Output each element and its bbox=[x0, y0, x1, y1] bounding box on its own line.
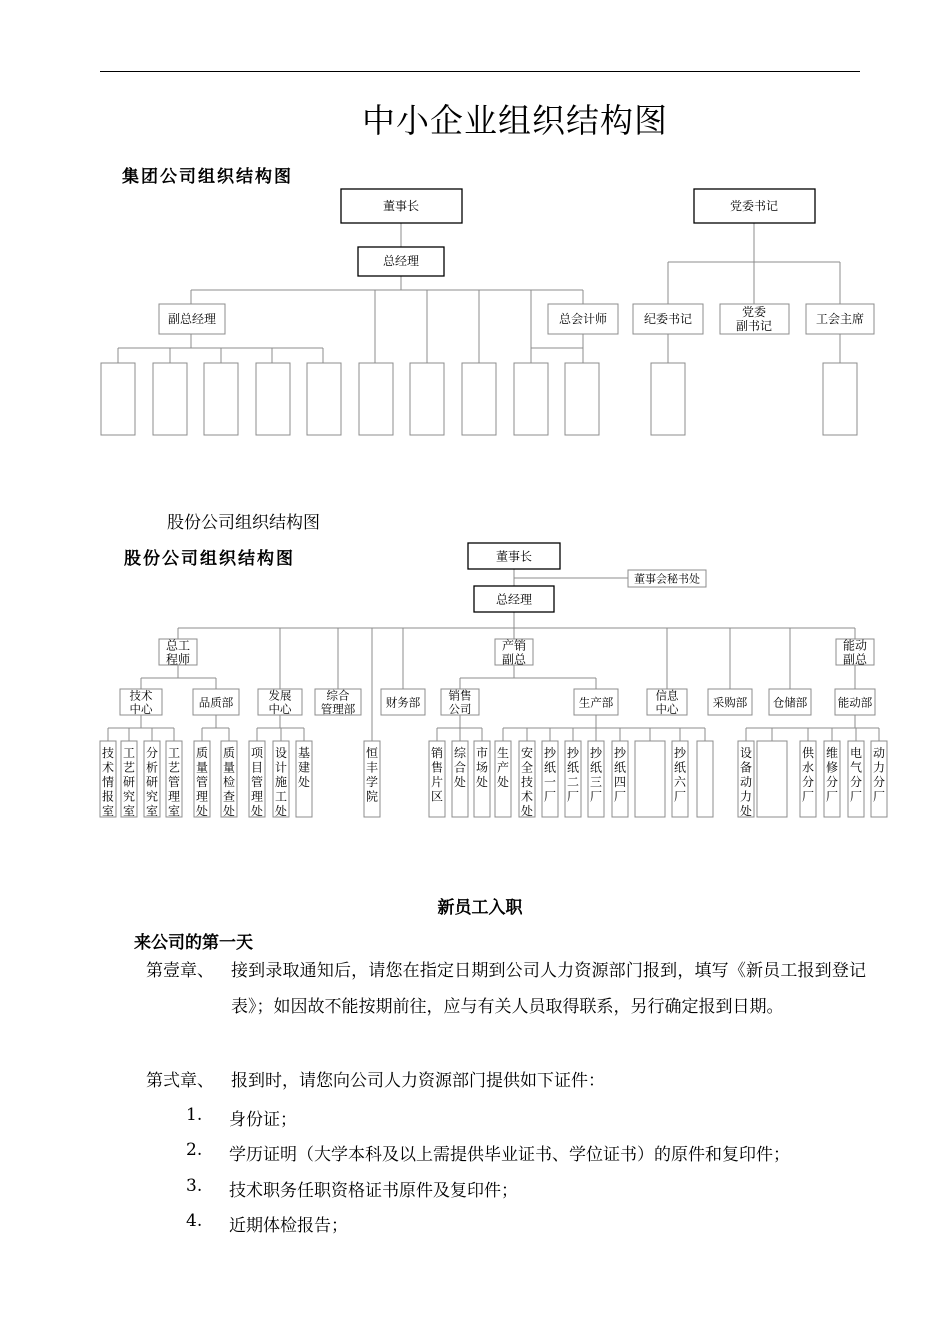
unit-label: 气 bbox=[849, 760, 863, 775]
unit-label: 分 bbox=[825, 775, 839, 789]
unit-label: 基 bbox=[297, 746, 311, 760]
vp-label: 总工 bbox=[165, 638, 191, 653]
unit-label: 研 bbox=[122, 775, 136, 789]
unit-label: 处 bbox=[222, 804, 236, 818]
dept-box bbox=[462, 363, 496, 435]
unit-label: 分 bbox=[872, 775, 886, 789]
department-label: 管理部 bbox=[320, 702, 356, 717]
unit-label: 处 bbox=[250, 804, 264, 818]
dept-box bbox=[307, 363, 341, 435]
unit-label: 抄 bbox=[589, 746, 603, 760]
department-label: 综合 bbox=[326, 688, 350, 703]
share-chairman-label: 董事长 bbox=[495, 549, 533, 564]
share-chart-heading: 股份公司组织结构图 bbox=[124, 549, 295, 569]
unit-label: 纸 bbox=[613, 760, 627, 775]
unit-label: 六 bbox=[673, 775, 687, 789]
department-label: 能动部 bbox=[837, 695, 873, 710]
party-secretary-label: 党委书记 bbox=[729, 199, 779, 213]
unit-label: 恒 bbox=[365, 746, 379, 760]
unit-label: 工 bbox=[274, 789, 288, 804]
unit-label: 目 bbox=[250, 760, 264, 775]
department-label: 生产部 bbox=[578, 695, 614, 710]
unit-label: 备 bbox=[739, 760, 753, 775]
deputy-gm-label: 副总经理 bbox=[167, 312, 217, 326]
top-rule bbox=[100, 71, 860, 72]
chapter-2 bbox=[146, 1063, 866, 1099]
unit-label: 术 bbox=[101, 760, 115, 775]
unit-label: 厂 bbox=[673, 789, 687, 804]
unit-label: 维 bbox=[825, 746, 839, 760]
unit-label: 理 bbox=[250, 789, 264, 804]
unit-label: 综 bbox=[453, 746, 467, 760]
unit-label: 分 bbox=[849, 775, 863, 789]
chapter-1-label: 第壹章、 bbox=[146, 961, 214, 981]
department-label: 品质部 bbox=[198, 695, 234, 710]
unit-label: 销 bbox=[430, 746, 444, 760]
unit-label: 处 bbox=[297, 775, 311, 789]
unit-label: 质 bbox=[195, 746, 209, 760]
unit-label: 力 bbox=[872, 760, 886, 775]
unit-label: 抄 bbox=[673, 746, 687, 760]
document-title: 中小企业组织结构图 bbox=[362, 101, 668, 140]
share-org-chart bbox=[0, 535, 950, 835]
dept-box bbox=[410, 363, 444, 435]
unit-label: 区 bbox=[430, 789, 444, 804]
department-label: 技术 bbox=[129, 688, 153, 703]
unit-box bbox=[697, 741, 713, 817]
unit-label: 纸 bbox=[589, 760, 603, 775]
dept-box bbox=[514, 363, 548, 435]
unit-label: 设 bbox=[274, 746, 288, 760]
unit-label: 处 bbox=[475, 775, 489, 789]
unit-label: 产 bbox=[496, 760, 510, 775]
chief-accountant-label: 总会计师 bbox=[558, 312, 608, 326]
unit-label: 工 bbox=[122, 746, 136, 760]
chapter-1-text: 接到录取通知后，请您在指定日期到公司人力资源部门报到，填写《新员工报到登记表》；如因故不能按期前往，应与有关人员取得联系，另行确定报到日期。 bbox=[231, 961, 866, 1017]
unit-label: 厂 bbox=[801, 789, 815, 804]
unit-label: 室 bbox=[167, 804, 181, 818]
unit-label: 动 bbox=[872, 746, 886, 760]
unit-label: 安 bbox=[520, 746, 534, 760]
dept-box bbox=[101, 363, 135, 435]
unit-label: 力 bbox=[739, 789, 753, 804]
department-label: 中心 bbox=[129, 702, 153, 717]
unit-label: 抄 bbox=[613, 746, 627, 760]
unit-label: 场 bbox=[475, 760, 489, 775]
unit-label: 处 bbox=[453, 775, 467, 789]
unit-label: 分 bbox=[145, 746, 159, 760]
unit-label: 理 bbox=[167, 789, 181, 804]
group-chart-heading: 集团公司组织结构图 bbox=[122, 167, 293, 187]
unit-label: 技 bbox=[520, 775, 534, 789]
dept-box bbox=[823, 363, 857, 435]
unit-label: 厂 bbox=[543, 789, 557, 804]
unit-label: 院 bbox=[365, 789, 379, 804]
vp-label: 副总 bbox=[842, 652, 868, 667]
onboarding-title: 新员工入职 bbox=[437, 898, 523, 918]
unit-label: 研 bbox=[145, 775, 159, 789]
group-org-chart bbox=[0, 180, 950, 480]
unit-label: 修 bbox=[825, 760, 839, 775]
unit-label: 厂 bbox=[566, 789, 580, 804]
unit-label: 处 bbox=[520, 804, 534, 818]
unit-label: 情 bbox=[101, 775, 115, 789]
chapter-2-label: 第弍章、 bbox=[146, 1071, 214, 1091]
unit-label: 工 bbox=[167, 746, 181, 760]
unit-label: 抄 bbox=[543, 746, 557, 760]
unit-label: 厂 bbox=[825, 789, 839, 804]
department-label: 采购部 bbox=[712, 695, 748, 710]
onboarding-subtitle: 来公司的第一天 bbox=[134, 933, 253, 953]
unit-label: 析 bbox=[145, 760, 159, 775]
unit-label: 纸 bbox=[543, 760, 557, 775]
department-label: 公司 bbox=[448, 702, 472, 717]
department-label: 中心 bbox=[268, 702, 292, 717]
department-label: 仓储部 bbox=[772, 695, 808, 710]
unit-label: 纸 bbox=[566, 760, 580, 775]
unit-label: 厂 bbox=[849, 789, 863, 804]
unit-label: 室 bbox=[145, 804, 159, 818]
discipline-secretary-label: 纪委书记 bbox=[643, 312, 693, 326]
chapter-2-text: 报到时，请您向公司人力资源部门提供如下证件： bbox=[231, 1071, 605, 1091]
unit-box bbox=[635, 741, 665, 817]
unit-label: 处 bbox=[274, 804, 288, 818]
vp-label: 副总 bbox=[501, 652, 527, 667]
vp-label: 产销 bbox=[501, 638, 527, 653]
unit-label: 量 bbox=[195, 760, 209, 775]
department-label: 销售 bbox=[448, 688, 472, 703]
unit-label: 建 bbox=[297, 760, 311, 775]
chapter-1 bbox=[146, 953, 866, 1063]
unit-label: 室 bbox=[122, 804, 136, 818]
dept-box bbox=[565, 363, 599, 435]
unit-label: 三 bbox=[589, 775, 603, 789]
unit-label: 处 bbox=[739, 804, 753, 818]
vp-label: 能动 bbox=[842, 638, 868, 653]
department-label: 财务部 bbox=[385, 695, 421, 710]
unit-label: 设 bbox=[739, 746, 753, 760]
dept-box bbox=[204, 363, 238, 435]
department-label: 中心 bbox=[655, 702, 679, 717]
dept-box bbox=[359, 363, 393, 435]
dept-box bbox=[256, 363, 290, 435]
unit-label: 二 bbox=[566, 775, 580, 789]
unit-label: 厂 bbox=[589, 789, 603, 804]
unit-label: 丰 bbox=[365, 760, 379, 775]
unit-label: 抄 bbox=[566, 746, 580, 760]
unit-label: 学 bbox=[365, 775, 379, 789]
unit-label: 计 bbox=[274, 760, 288, 775]
dept-box bbox=[153, 363, 187, 435]
unit-label: 报 bbox=[101, 789, 115, 804]
unit-label: 纸 bbox=[673, 760, 687, 775]
unit-label: 厂 bbox=[613, 789, 627, 804]
share-chart-caption: 股份公司组织结构图 bbox=[167, 513, 320, 533]
general-manager-label: 总经理 bbox=[382, 254, 420, 268]
unit-label: 动 bbox=[739, 775, 753, 789]
unit-label: 市 bbox=[475, 746, 489, 760]
unit-label: 技 bbox=[101, 746, 115, 760]
unit-label: 查 bbox=[222, 789, 236, 804]
vp-label: 程师 bbox=[165, 652, 191, 667]
party-deputy-label-1: 党委 bbox=[741, 305, 767, 319]
dept-box bbox=[651, 363, 685, 435]
party-deputy-label-2: 副书记 bbox=[735, 319, 773, 333]
unit-label: 理 bbox=[195, 789, 209, 804]
unit-box bbox=[757, 741, 787, 817]
unit-label: 项 bbox=[250, 746, 264, 760]
unit-label: 术 bbox=[520, 789, 534, 804]
unit-label: 室 bbox=[101, 804, 115, 818]
unit-label: 处 bbox=[195, 804, 209, 818]
unit-label: 艺 bbox=[167, 760, 181, 775]
unit-label: 生 bbox=[496, 746, 510, 760]
unit-label: 水 bbox=[801, 760, 815, 775]
unit-label: 管 bbox=[195, 775, 209, 789]
unit-label: 量 bbox=[222, 760, 236, 775]
unit-label: 究 bbox=[145, 789, 159, 804]
unit-label: 电 bbox=[849, 746, 863, 760]
unit-label: 一 bbox=[543, 775, 557, 789]
union-chairman-label: 工会主席 bbox=[815, 312, 865, 326]
department-label: 信息 bbox=[655, 688, 679, 703]
unit-label: 片 bbox=[430, 775, 444, 789]
unit-label: 检 bbox=[222, 775, 236, 789]
unit-label: 处 bbox=[496, 775, 510, 789]
chairman-label: 董事长 bbox=[382, 199, 420, 213]
unit-label: 合 bbox=[453, 760, 467, 775]
unit-label: 四 bbox=[613, 775, 627, 789]
share-gm-label: 总经理 bbox=[495, 592, 533, 607]
unit-label: 供 bbox=[801, 746, 815, 760]
department-label: 发展 bbox=[268, 688, 292, 703]
unit-label: 艺 bbox=[122, 760, 136, 775]
unit-label: 厂 bbox=[872, 789, 886, 804]
unit-label: 质 bbox=[222, 746, 236, 760]
unit-label: 究 bbox=[122, 789, 136, 804]
unit-label: 全 bbox=[520, 760, 534, 775]
unit-label: 施 bbox=[274, 775, 288, 789]
unit-label: 管 bbox=[167, 775, 181, 789]
board-secretary-label: 董事会秘书处 bbox=[634, 572, 700, 586]
unit-label: 售 bbox=[430, 760, 444, 775]
unit-label: 管 bbox=[250, 775, 264, 789]
unit-label: 分 bbox=[801, 775, 815, 789]
